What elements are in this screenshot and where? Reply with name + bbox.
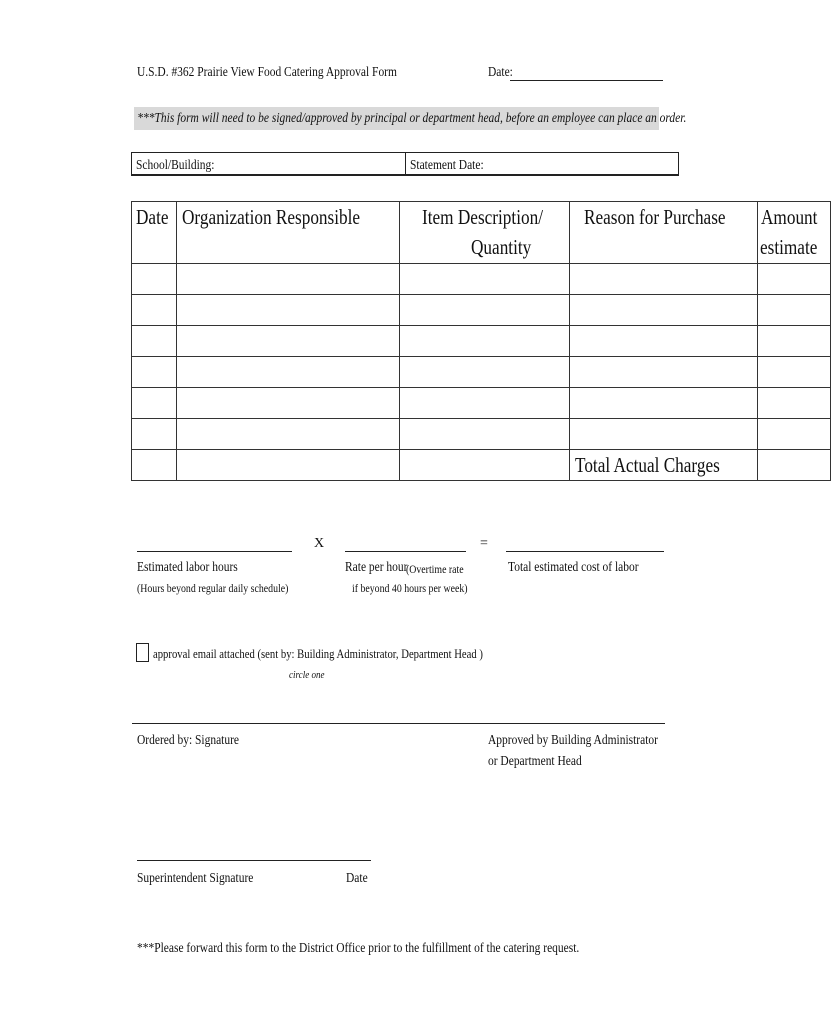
cell-date[interactable]: [132, 295, 177, 326]
approved-by-label-line1: Approved by Building Administrator: [488, 733, 658, 748]
col-item-header: Item Description/ Quantity: [399, 202, 570, 264]
date-field[interactable]: [510, 80, 663, 81]
table-row: [132, 357, 831, 388]
approval-notice: ***This form will need to be signed/approved by principal or department head, before an employee can place an order.: [134, 107, 659, 130]
cell-item[interactable]: [399, 419, 570, 450]
multiply-sign: X: [314, 536, 325, 551]
total-labor-cost-field[interactable]: [506, 551, 664, 552]
labor-hours-field[interactable]: [137, 551, 292, 552]
rate-note-line1: (Overtime rate: [406, 562, 464, 576]
table-row: [132, 388, 831, 419]
cell-item[interactable]: [399, 357, 570, 388]
cell-organization[interactable]: [176, 450, 399, 481]
cell-reason[interactable]: [570, 419, 758, 450]
cell-item[interactable]: [399, 326, 570, 357]
rate-per-hour-label: Rate per hour: [345, 560, 408, 575]
col-date-header: Date: [132, 202, 177, 264]
labor-hours-note: (Hours beyond regular daily schedule): [137, 581, 289, 595]
cell-reason[interactable]: [570, 357, 758, 388]
cell-item[interactable]: [399, 388, 570, 419]
labor-hours-label: Estimated labor hours: [137, 560, 238, 575]
cell-date[interactable]: [132, 357, 177, 388]
col-amount-header: Amount estimate: [758, 202, 831, 264]
cell-amount[interactable]: [758, 295, 831, 326]
total-amount-cell[interactable]: [758, 450, 831, 481]
total-actual-charges-label: Total Actual Charges: [575, 453, 721, 477]
cell-amount[interactable]: [758, 388, 831, 419]
cell-date[interactable]: [132, 326, 177, 357]
cell-item[interactable]: [399, 450, 570, 481]
cell-amount[interactable]: [758, 357, 831, 388]
cell-date[interactable]: [132, 450, 177, 481]
table-header-row: [132, 202, 831, 264]
superintendent-signature-label: Superintendent Signature: [137, 871, 254, 886]
cell-organization[interactable]: [176, 357, 399, 388]
cell-date[interactable]: [132, 264, 177, 295]
cell-reason[interactable]: [570, 264, 758, 295]
box-divider: [405, 153, 406, 174]
cell-reason[interactable]: [570, 388, 758, 419]
superintendent-signature-line[interactable]: [137, 860, 371, 861]
cell-organization[interactable]: [176, 295, 399, 326]
signature-line[interactable]: [132, 723, 665, 724]
cell-date[interactable]: [132, 388, 177, 419]
cell-organization[interactable]: [176, 264, 399, 295]
rate-per-hour-field[interactable]: [345, 551, 466, 552]
cell-reason[interactable]: [570, 326, 758, 357]
equals-sign: =: [480, 536, 488, 551]
col-organization-header: Organization Responsible: [176, 202, 399, 264]
col-reason-header: Reason for Purchase: [570, 202, 758, 264]
cell-item[interactable]: [399, 264, 570, 295]
statement-date-field[interactable]: Statement Date:: [410, 158, 484, 173]
footer-note: ***Please forward this form to the District Office prior to the fulfillment of the catering request.: [137, 941, 580, 956]
ordered-by-label: Ordered by: Signature: [137, 733, 240, 748]
form-title: [137, 63, 454, 81]
cell-organization[interactable]: [176, 419, 399, 450]
circle-one-note: circle one: [289, 669, 325, 681]
table-row: [132, 295, 831, 326]
approval-email-label: approval email attached (sent by: Building Administrator, Department Head ): [153, 646, 483, 661]
cell-date[interactable]: [132, 419, 177, 450]
cell-organization[interactable]: [176, 326, 399, 357]
cell-reason[interactable]: [570, 295, 758, 326]
total-labor-cost-label: Total estimated cost of labor: [508, 560, 639, 575]
approval-email-checkbox[interactable]: [136, 643, 149, 662]
date-label: Date:: [488, 65, 513, 80]
cell-amount[interactable]: [758, 264, 831, 295]
cell-amount[interactable]: [758, 326, 831, 357]
cell-item[interactable]: [399, 295, 570, 326]
orders-table: [131, 201, 831, 481]
school-building-field[interactable]: School/Building:: [136, 158, 215, 173]
superintendent-date-label: Date: [346, 871, 368, 886]
rate-note-line2: if beyond 40 hours per week): [352, 581, 468, 595]
cell-amount[interactable]: [758, 419, 831, 450]
table-row: [132, 419, 831, 450]
table-row: [132, 264, 831, 295]
approved-by-label-line2: or Department Head: [488, 754, 582, 769]
table-row: [132, 326, 831, 357]
school-statement-box: [131, 152, 679, 176]
cell-organization[interactable]: [176, 388, 399, 419]
form-title-text: U.S.D. #362 Prairie View Food Catering Approval Form: [137, 65, 397, 80]
table-total-row: [132, 450, 831, 481]
total-label-cell: [570, 450, 758, 481]
